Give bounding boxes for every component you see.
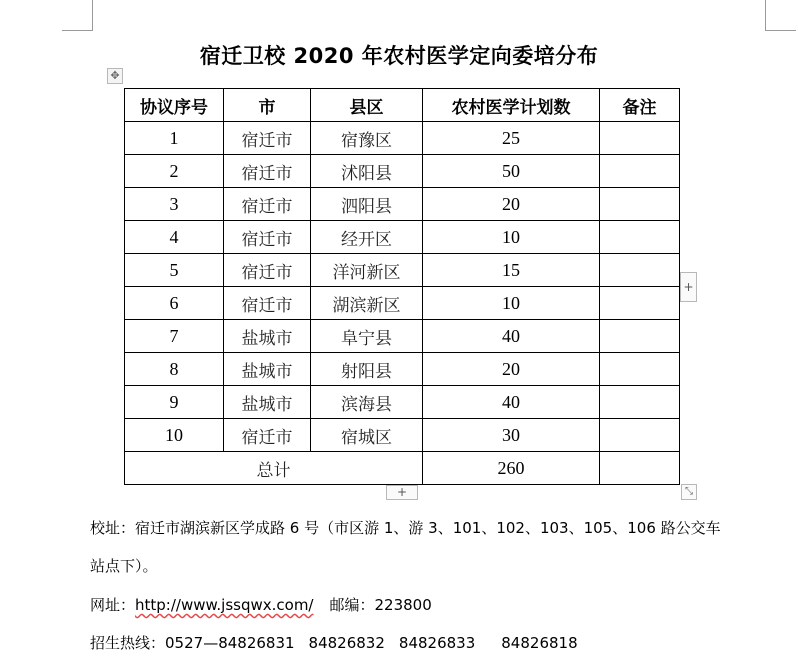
cell-no[interactable]: 1	[125, 122, 224, 155]
cell-county[interactable]: 阜宁县	[311, 320, 423, 353]
cell-county[interactable]: 宿豫区	[311, 122, 423, 155]
cell-note[interactable]	[600, 254, 680, 287]
cell-city[interactable]: 盐城市	[224, 386, 311, 419]
move-icon: ✥	[110, 69, 120, 82]
header-agreement-no: 协议序号	[125, 89, 224, 122]
address-line-1: 校址：宿迁市湖滨新区学成路 6 号（市区游 1、游 3、101、102、103、105、106 路公交车	[90, 519, 721, 537]
cell-county[interactable]: 滨海县	[311, 386, 423, 419]
cell-plan[interactable]: 15	[423, 254, 600, 287]
table-total-row	[125, 452, 680, 485]
cell-county[interactable]: 泗阳县	[311, 188, 423, 221]
table-row	[125, 287, 680, 320]
cell-note[interactable]	[600, 353, 680, 386]
table-row	[125, 320, 680, 353]
resize-icon: ⤡	[685, 486, 693, 497]
hotline-number: 84826832	[308, 634, 385, 652]
cell-city[interactable]: 宿迁市	[224, 254, 311, 287]
cell-city[interactable]: 宿迁市	[224, 155, 311, 188]
header-note: 备注	[600, 89, 680, 122]
page-corner-mark-right	[765, 0, 796, 31]
cell-plan[interactable]: 20	[423, 353, 600, 386]
website-label: 网址：	[90, 596, 136, 614]
table-row	[125, 419, 680, 452]
cell-note[interactable]	[600, 221, 680, 254]
cell-city[interactable]: 宿迁市	[224, 122, 311, 155]
hotline-number: 84826833	[398, 634, 476, 652]
table-row	[125, 188, 680, 221]
plus-icon: +	[396, 485, 408, 499]
cell-plan[interactable]: 40	[423, 386, 600, 419]
website-line	[90, 594, 790, 616]
cell-city[interactable]: 盐城市	[224, 353, 311, 386]
cell-no[interactable]: 2	[125, 155, 224, 188]
cell-city[interactable]: 宿迁市	[224, 221, 311, 254]
cell-no[interactable]: 3	[125, 188, 224, 221]
cell-city[interactable]: 宿迁市	[224, 419, 311, 452]
cell-no[interactable]: 9	[125, 386, 224, 419]
cell-plan[interactable]: 25	[423, 122, 600, 155]
cell-note[interactable]	[600, 287, 680, 320]
cell-note[interactable]	[600, 122, 680, 155]
cell-no[interactable]: 5	[125, 254, 224, 287]
page-corner-mark-left	[62, 0, 93, 31]
cell-no[interactable]: 7	[125, 320, 224, 353]
table-row	[125, 221, 680, 254]
cell-county[interactable]: 经开区	[311, 221, 423, 254]
cell-plan[interactable]: 40	[423, 320, 600, 353]
cell-no[interactable]: 6	[125, 287, 224, 320]
cell-city[interactable]: 宿迁市	[224, 188, 311, 221]
cell-plan[interactable]: 10	[423, 287, 600, 320]
add-column-button[interactable]	[680, 272, 697, 302]
table-row	[125, 122, 680, 155]
cell-plan[interactable]: 30	[423, 419, 600, 452]
add-row-button[interactable]	[386, 485, 418, 500]
distribution-table	[124, 88, 680, 485]
table-header-row	[125, 89, 680, 122]
plus-icon: +	[683, 280, 694, 294]
cell-note[interactable]	[600, 386, 680, 419]
cell-city[interactable]: 盐城市	[224, 320, 311, 353]
cell-note[interactable]	[600, 320, 680, 353]
total-note[interactable]	[600, 452, 680, 485]
table-resize-handle[interactable]	[681, 484, 697, 500]
cell-no[interactable]: 8	[125, 353, 224, 386]
table-row	[125, 353, 680, 386]
hotline-label: 招生热线：	[90, 634, 166, 652]
document-title: 宿迁卫校 2020 年农村医学定向委培分布	[199, 44, 599, 68]
website-link[interactable]: http://www.jssqwx.com/	[135, 596, 314, 614]
cell-city[interactable]: 宿迁市	[224, 287, 311, 320]
cell-county[interactable]: 湖滨新区	[311, 287, 423, 320]
hotline-line	[90, 632, 790, 654]
header-city: 市	[224, 89, 311, 122]
header-county: 县区	[311, 89, 423, 122]
cell-county[interactable]: 沭阳县	[311, 155, 423, 188]
cell-note[interactable]	[600, 188, 680, 221]
cell-plan[interactable]: 20	[423, 188, 600, 221]
cell-county[interactable]: 射阳县	[311, 353, 423, 386]
cell-county[interactable]: 宿城区	[311, 419, 423, 452]
cell-county[interactable]: 洋河新区	[311, 254, 423, 287]
table-move-handle[interactable]	[107, 68, 123, 84]
header-plan-count: 农村医学计划数	[423, 89, 600, 122]
table-row	[125, 155, 680, 188]
postcode: 邮编：223800	[329, 596, 432, 614]
cell-no[interactable]: 10	[125, 419, 224, 452]
address-line-2: 站点下）。	[90, 557, 158, 575]
table-row	[125, 386, 680, 419]
total-label[interactable]: 总计	[125, 452, 423, 485]
hotline-number: 0527—84826831	[165, 634, 295, 652]
cell-plan[interactable]: 10	[423, 221, 600, 254]
cell-note[interactable]	[600, 419, 680, 452]
cell-plan[interactable]: 50	[423, 155, 600, 188]
cell-no[interactable]: 4	[125, 221, 224, 254]
total-value[interactable]: 260	[423, 452, 600, 485]
table-row	[125, 254, 680, 287]
hotline-number: 84826818	[501, 634, 578, 652]
cell-note[interactable]	[600, 155, 680, 188]
